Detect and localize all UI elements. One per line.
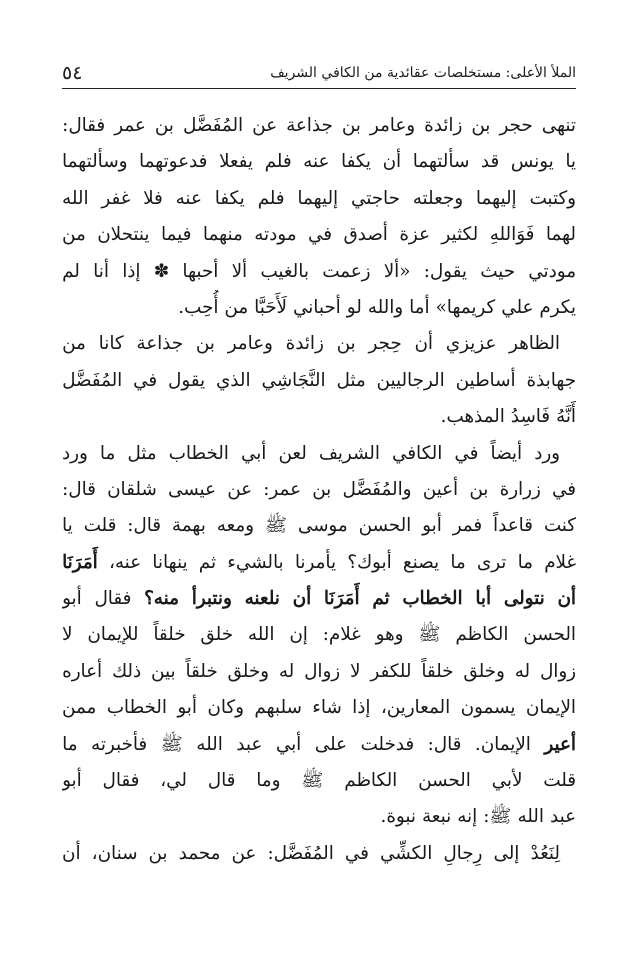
running-title: الملأ الأعلى: مستخلصات عقائدية من الكافي الشريف xyxy=(270,65,576,81)
text-line: في زرارة بن أعين والمُفَضَّل بن عمر: عن عيسى شلقان قال: xyxy=(62,478,576,500)
text-line: عبد الله ﷺ: إنه نبعة نبوة. xyxy=(380,806,576,828)
paragraph xyxy=(62,108,576,326)
text-line: الإيمان يسمون المعارين، إذا شاء سلبهم وكان أبو الخطاب ممن xyxy=(62,697,576,719)
text-line: لهما فَوَاللهِ لكثير عزة أصدق في مودته منهما فيما ينتحلان من xyxy=(62,224,576,246)
text-line: وكتبت إليهما وجعلته حاجتي إليهما فلم يكفا عنه فلا غفر الله xyxy=(62,187,576,209)
text-line: لِنَعُدْ إلى رِجالِ الكشِّي في المُفَضَّل: عن محمد بن سنان، أن xyxy=(62,842,560,864)
text-line: تنهى حجر بن زائدة وعامر بن جذاعة عن المُفَضَّل بن عمر فقال: xyxy=(62,115,576,136)
text-line: الحسن الكاظم ﷺ وهو غلام: إن الله خلق خلقاً للإيمان لا xyxy=(62,624,576,646)
text-line: يا يونس قد سألتهما أن يكفا عنه فلم يفعلا فدعوتهما وسألتهما xyxy=(62,151,576,173)
text-line: كنت قاعداً فمر أبو الحسن موسى ﷺ ومعه بهمة قال: قلت يا xyxy=(62,515,576,537)
text-line: أعير الإيمان. قال: فدخلت على أبي عبد الله ﷺ فأخبرته ما xyxy=(62,733,576,755)
text-line: ورد أيضاً في الكافي الشريف لعن أبي الخطاب مثل ما ورد xyxy=(62,442,560,464)
text-line: أَنَّهُ فَاسِدُ المذهب. xyxy=(440,406,576,428)
text-line: الظاهر عزيزي أن حِجر بن زائدة وعامر بن جذاعة كانا من xyxy=(62,333,560,355)
text-line: جهابذة أساطين الرجاليين مثل النَّجَاشِي الذي يقول في المُفَضَّل xyxy=(62,369,576,391)
paragraph xyxy=(62,836,576,872)
paragraph xyxy=(62,326,576,435)
text-line: أن نتولى أبا الخطاب ثم أَمَرَنَا أن نلعنه ونتبرأ منه؟ فقال أبو xyxy=(62,588,576,610)
text-line: زوال له وخلق خلقاً للكفر لا زوال له وخلق خلقاً بين ذلك أعاره xyxy=(62,660,576,682)
text-line: قلت لأبي الحسن الكاظم ﷺ وما قال لي، فقال أبو xyxy=(62,770,576,792)
body-text xyxy=(62,108,576,872)
text-line: غلام ما ترى ما يصنع أبوك؟ يأمرنا بالشيء ثم ينهانا عنه، أَمَرَنَا xyxy=(62,551,576,573)
page-number: ٥٤ xyxy=(62,62,83,84)
page-header xyxy=(62,58,576,89)
text-line: يكرم علي كريمها» أما والله لو أحباني لَأَحَبَّا من أُحِب. xyxy=(178,296,576,318)
text-line: مودتي حيث يقول: «ألا زعمت بالغيب ألا أحبها ✽ إذا أنا لم xyxy=(62,260,576,282)
paragraph xyxy=(62,436,576,836)
